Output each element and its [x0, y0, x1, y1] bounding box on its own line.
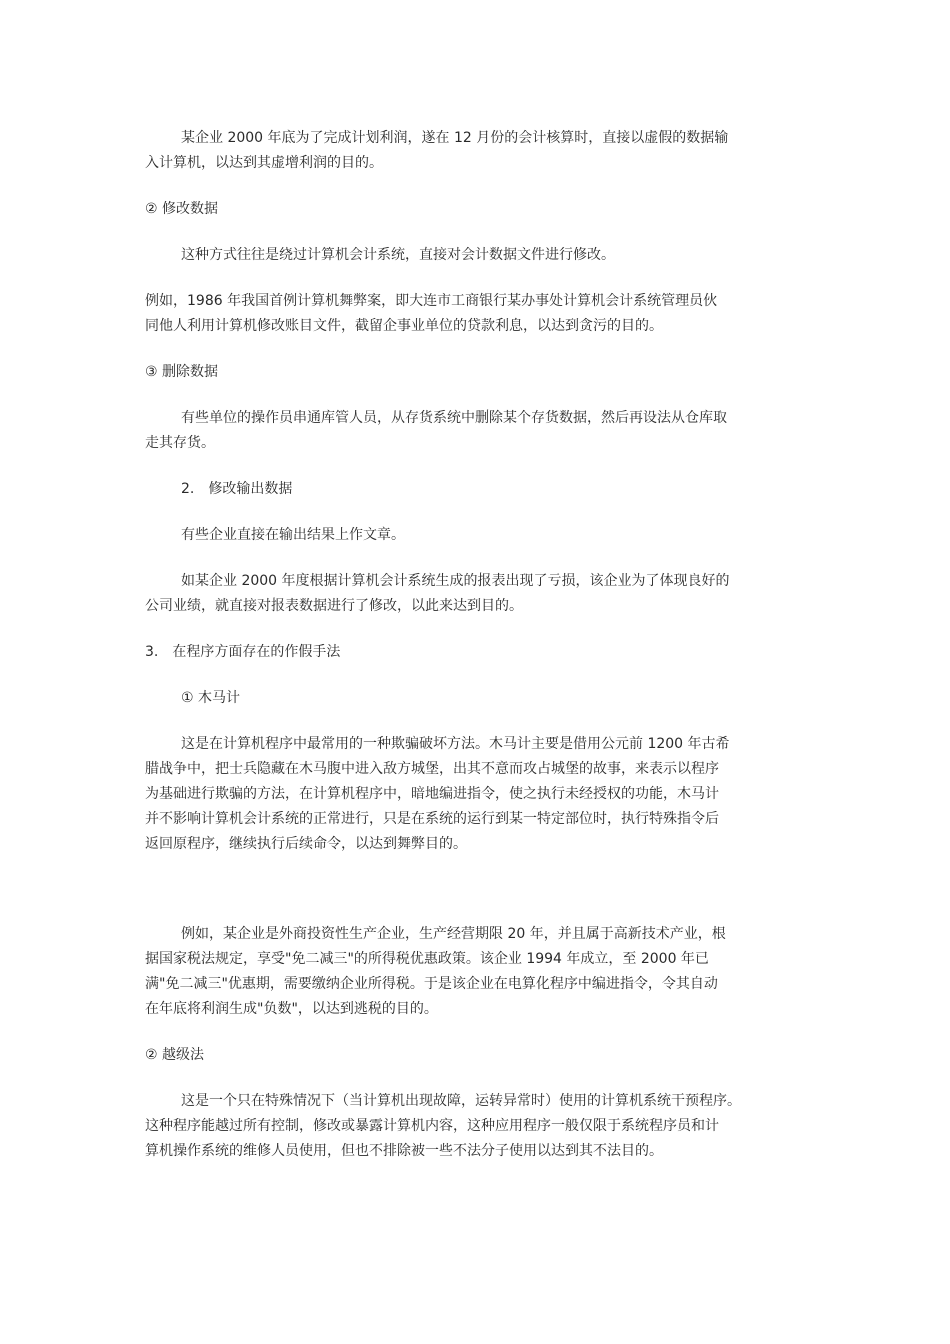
paragraph — [145, 1043, 810, 1068]
paragraph-line: 例如，某企业是外商投资性生产企业，生产经营期限 20 年，并且属于高新技术产业，根 — [181, 926, 726, 942]
paragraph-line: 为基础进行欺骗的方法，在计算机程序中，暗地编进指令，使之执行未经授权的功能，木马计 — [145, 786, 719, 802]
paragraph-line: 返回原程序，继续执行后续命令，以达到舞弊目的。 — [145, 836, 467, 852]
paragraph-line: 入计算机，以达到其虚增利润的目的。 — [145, 155, 383, 171]
paragraph — [145, 360, 810, 385]
paragraph-line: 2. 修改输出数据 — [181, 481, 293, 497]
paragraph-line: 据国家税法规定，享受"免二减三"的所得税优惠政策。该企业 1994 年成立，至 2000 年已 — [145, 951, 709, 967]
paragraph-line: ③ 删除数据 — [145, 364, 219, 380]
paragraph-line: 腊战争中，把士兵隐藏在木马腹中进入敌方城堡，出其不意而攻占城堡的故事，来表示以程序 — [145, 761, 719, 777]
paragraph-line: 如某企业 2000 年度根据计算机会计系统生成的报表出现了亏损，该企业为了体现良好的 — [181, 573, 730, 589]
paragraph — [145, 732, 810, 857]
paragraph-line: 某企业 2000 年底为了完成计划利润，遂在 12 月份的会计核算时，直接以虚假的数据输 — [181, 130, 729, 146]
paragraph-line: 这是一个只在特殊情况下（当计算机出现故障，运转异常时）使用的计算机系统干预程序。 — [181, 1093, 741, 1109]
paragraph — [145, 640, 810, 665]
paragraph-line: 并不影响计算机会计系统的正常进行，只是在系统的运行到某一特定部位时，执行特殊指令后 — [145, 811, 719, 827]
paragraph — [145, 243, 810, 268]
paragraph-line: 这是在计算机程序中最常用的一种欺骗破坏方法。木马计主要是借用公元前 1200 年古希 — [181, 736, 730, 752]
paragraph-line: 有些企业直接在输出结果上作文章。 — [181, 527, 405, 543]
paragraph — [145, 406, 810, 456]
document-body — [145, 126, 810, 1185]
paragraph-line: 算机操作系统的维修人员使用，但也不排除被一些不法分子使用以达到其不法目的。 — [145, 1143, 663, 1159]
paragraph-line: 3. 在程序方面存在的作假手法 — [145, 644, 341, 660]
paragraph — [145, 126, 810, 176]
paragraph — [145, 289, 810, 339]
paragraph — [145, 1089, 810, 1164]
paragraph — [145, 569, 810, 619]
paragraph-line: 有些单位的操作员串通库管人员，从存货系统中删除某个存货数据，然后再设法从仓库取 — [181, 410, 727, 426]
paragraph-line: 例如，1986 年我国首例计算机舞弊案，即大连市工商银行某办事处计算机会计系统管理员伙 — [145, 293, 718, 309]
paragraph-line: ② 修改数据 — [145, 201, 219, 217]
paragraph-line: ① 木马计 — [181, 690, 241, 706]
paragraph — [145, 197, 810, 222]
paragraph — [145, 922, 810, 1022]
paragraph — [145, 523, 810, 548]
paragraph-line: 公司业绩，就直接对报表数据进行了修改，以此来达到目的。 — [145, 598, 523, 614]
paragraph-line: 满"免二减三"优惠期，需要缴纳企业所得税。于是该企业在电算化程序中编进指令，令其自动 — [145, 976, 718, 992]
paragraph — [145, 686, 810, 711]
paragraph-line: ② 越级法 — [145, 1047, 205, 1063]
paragraph-line: 这种程序能越过所有控制，修改或暴露计算机内容，这种应用程序一般仅限于系统程序员和计 — [145, 1118, 719, 1134]
paragraph-line: 这种方式往往是绕过计算机会计系统，直接对会计数据文件进行修改。 — [181, 247, 615, 263]
paragraph-line: 同他人利用计算机修改账目文件，截留企事业单位的贷款利息，以达到贪污的目的。 — [145, 318, 663, 334]
paragraph — [145, 477, 810, 502]
paragraph-line: 在年底将利润生成"负数"，以达到逃税的目的。 — [145, 1001, 438, 1017]
blank-gap — [145, 878, 810, 922]
paragraph-line: 走其存货。 — [145, 435, 215, 451]
